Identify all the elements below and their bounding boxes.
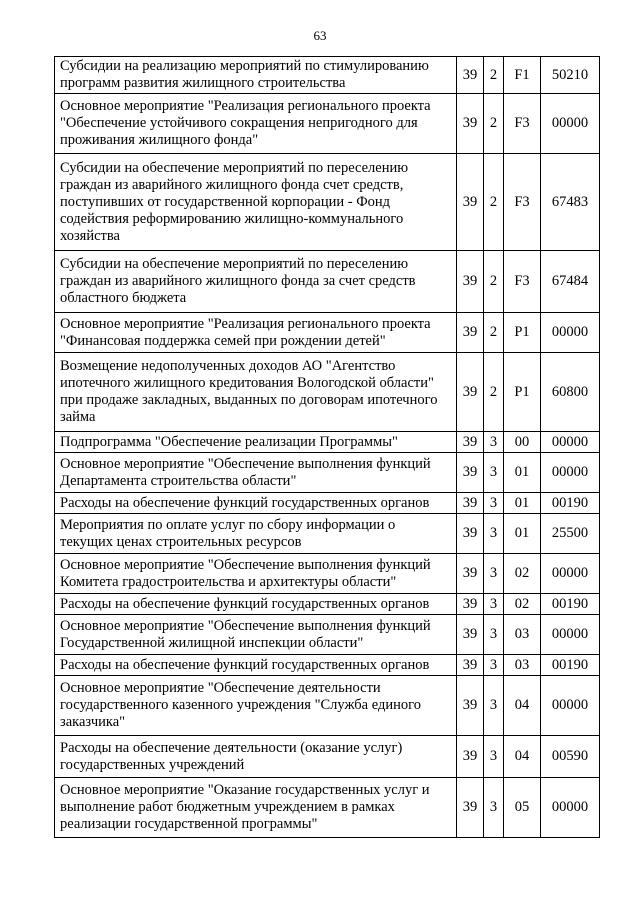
table-row: [55, 154, 600, 251]
event-code: 01: [504, 453, 541, 493]
page-number: 63: [313, 28, 327, 43]
row-description: Субсидии на обеспечение мероприятий по переселению граждан из аварийного жилищного фонда за счет средств областного бюджета: [55, 251, 457, 313]
row-description: Возмещение недополученных доходов АО "Агентство ипотечного жилищного кредитования Вологодской области" при продаже закладных, выданных по договорам ипотечного займа: [55, 353, 457, 432]
program-code: 39: [457, 251, 484, 313]
table-row: [55, 514, 600, 554]
program-code: 39: [457, 453, 484, 493]
subprogram-code: 3: [484, 655, 504, 676]
row-description: Основное мероприятие "Реализация регионального проекта "Финансовая поддержка семей при рождении детей": [55, 313, 457, 353]
row-description: Субсидии на обеспечение мероприятий по переселению граждан из аварийного жилищного фонда счет средств, поступивших от государственной корпорации - Фонд содействия реформированию жилищно-коммунального хозяйства: [55, 154, 457, 251]
row-description: Основное мероприятие "Реализация регионального проекта "Обеспечение устойчивого сокращения непригодного для проживания жилищного фонда": [55, 94, 457, 154]
program-code: 39: [457, 594, 484, 615]
expense-code: 00000: [541, 676, 600, 736]
program-code: 39: [457, 57, 484, 94]
subprogram-code: 3: [484, 736, 504, 778]
expense-code: 00000: [541, 453, 600, 493]
row-description: Основное мероприятие "Обеспечение деятельности государственного казенного учреждения "Служба единого заказчика": [55, 676, 457, 736]
subprogram-code: 3: [484, 778, 504, 838]
event-code: F3: [504, 251, 541, 313]
subprogram-code: 3: [484, 432, 504, 453]
program-code: 39: [457, 778, 484, 838]
row-description: Расходы на обеспечение функций государственных органов: [55, 594, 457, 615]
table-row: [55, 655, 600, 676]
subprogram-code: 2: [484, 251, 504, 313]
event-code: 01: [504, 493, 541, 514]
event-code: 04: [504, 736, 541, 778]
subprogram-code: 2: [484, 154, 504, 251]
program-code: 39: [457, 432, 484, 453]
program-code: 39: [457, 514, 484, 554]
program-code: 39: [457, 615, 484, 655]
event-code: 04: [504, 676, 541, 736]
table-row: [55, 615, 600, 655]
subprogram-code: 3: [484, 615, 504, 655]
row-description: Основное мероприятие "Обеспечение выполнения функций Государственной жилищной инспекции области": [55, 615, 457, 655]
expense-code: 00000: [541, 778, 600, 838]
event-code: 03: [504, 655, 541, 676]
subprogram-code: 3: [484, 453, 504, 493]
subprogram-code: 2: [484, 353, 504, 432]
expense-code: 00000: [541, 554, 600, 594]
subprogram-code: 2: [484, 94, 504, 154]
expense-code: 00000: [541, 432, 600, 453]
row-description: Основное мероприятие "Оказание государственных услуг и выполнение работ бюджетным учреждением в рамках реализации государственной программы": [55, 778, 457, 838]
event-code: 05: [504, 778, 541, 838]
table-row: [55, 554, 600, 594]
subprogram-code: 3: [484, 514, 504, 554]
expense-code: 00190: [541, 655, 600, 676]
subprogram-code: 2: [484, 57, 504, 94]
subprogram-code: 2: [484, 313, 504, 353]
event-code: F1: [504, 57, 541, 94]
table-row: [55, 778, 600, 838]
expense-code: 25500: [541, 514, 600, 554]
subprogram-code: 3: [484, 594, 504, 615]
program-code: 39: [457, 655, 484, 676]
event-code: 03: [504, 615, 541, 655]
event-code: P1: [504, 313, 541, 353]
table-row: [55, 432, 600, 453]
row-description: Подпрограмма "Обеспечение реализации Программы": [55, 432, 457, 453]
program-code: 39: [457, 154, 484, 251]
program-code: 39: [457, 313, 484, 353]
row-description: Расходы на обеспечение функций государственных органов: [55, 493, 457, 514]
program-code: 39: [457, 94, 484, 154]
program-code: 39: [457, 554, 484, 594]
table-row: [55, 453, 600, 493]
expense-code: 67483: [541, 154, 600, 251]
program-code: 39: [457, 676, 484, 736]
table-row: [55, 676, 600, 736]
table-row: [55, 493, 600, 514]
program-code: 39: [457, 493, 484, 514]
table-row: [55, 57, 600, 94]
expense-code: 00190: [541, 493, 600, 514]
table-row: [55, 594, 600, 615]
expense-code: 60800: [541, 353, 600, 432]
expense-code: 00000: [541, 615, 600, 655]
row-description: Основное мероприятие "Обеспечение выполнения функций Комитета градостроительства и архитектуры области": [55, 554, 457, 594]
row-description: Расходы на обеспечение функций государственных органов: [55, 655, 457, 676]
expense-code: 67484: [541, 251, 600, 313]
expense-code: 00000: [541, 313, 600, 353]
event-code: 02: [504, 554, 541, 594]
event-code: P1: [504, 353, 541, 432]
event-code: 00: [504, 432, 541, 453]
subprogram-code: 3: [484, 554, 504, 594]
event-code: 01: [504, 514, 541, 554]
event-code: F3: [504, 94, 541, 154]
expense-code: 00190: [541, 594, 600, 615]
event-code: 02: [504, 594, 541, 615]
expense-code: 50210: [541, 57, 600, 94]
row-description: Расходы на обеспечение деятельности (оказание услуг) государственных учреждений: [55, 736, 457, 778]
program-code: 39: [457, 353, 484, 432]
subprogram-code: 3: [484, 676, 504, 736]
event-code: F3: [504, 154, 541, 251]
table-row: [55, 353, 600, 432]
budget-classification-table: [54, 56, 600, 838]
expense-code: 00000: [541, 94, 600, 154]
row-description: Основное мероприятие "Обеспечение выполнения функций Департамента строительства области": [55, 453, 457, 493]
subprogram-code: 3: [484, 493, 504, 514]
table-row: [55, 313, 600, 353]
table-row: [55, 736, 600, 778]
row-description: Субсидии на реализацию мероприятий по стимулированию программ развития жилищного строительства: [55, 57, 457, 94]
table-row: [55, 94, 600, 154]
program-code: 39: [457, 736, 484, 778]
expense-code: 00590: [541, 736, 600, 778]
row-description: Мероприятия по оплате услуг по сбору информации о текущих ценах строительных ресурсов: [55, 514, 457, 554]
table-row: [55, 251, 600, 313]
